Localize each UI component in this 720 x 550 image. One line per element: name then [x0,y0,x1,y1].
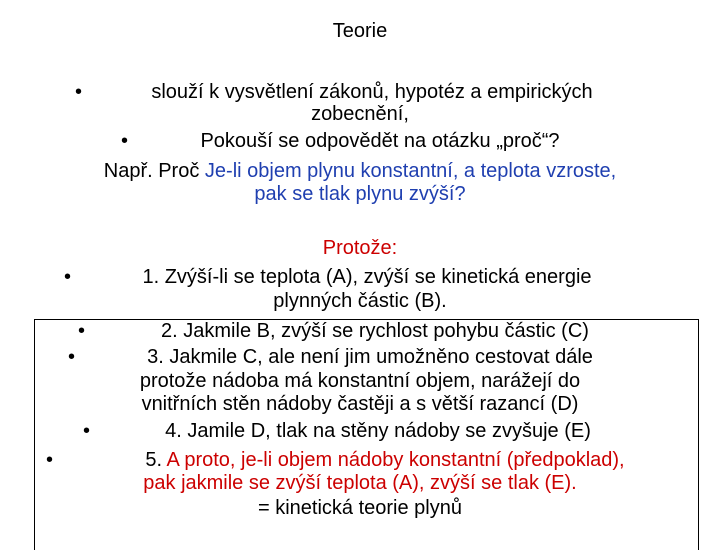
bullet: • [68,346,76,368]
bullet: • [121,130,129,152]
item-3-line-1: 3. Jakmile C, ale není jim umožněno cestovat dále [147,346,593,368]
item-5-red-text: A proto, je-li objem nádoby konstantní (předpoklad), [166,449,625,471]
example-line-2: pak se tlak plynu zvýší? [254,183,466,205]
definition-line-2: zobecnění, [311,103,409,125]
item-1-line-1: 1. Zvýší-li se teplota (A), zvýší se kinetická energie [142,266,592,288]
conclusion: = kinetická teorie plynů [257,497,462,519]
item-2: 2. Jakmile B, zvýší se rychlost pohybu částic (C) [161,320,589,342]
item-5-prefix: 5. [145,449,167,471]
bullet: • [83,420,91,442]
bullet: • [78,320,86,342]
page-title: Teorie [332,20,388,42]
bullet: • [64,266,72,288]
definition-line-1: slouží k vysvětlení zákonů, hypotéz a empirických [151,81,593,103]
example-blue-text: Je-li objem plynu konstantní, a teplota vzroste, [204,160,617,182]
item-5-line-1 [0,449,720,471]
item-4: 4. Jamile D, tlak na stěny nádoby se zvyšuje (E) [165,420,591,442]
example-line-1 [0,160,720,182]
item-1-line-2: plynných částic (B). [273,290,447,312]
item-5-line-2: pak jakmile se zvýší teplota (A), zvýší se tlak (E). [143,472,577,494]
item-3-line-3: vnitřních stěn nádoby častěji a s větší razancí (D) [141,393,579,415]
because-heading: Protože: [322,237,398,259]
example-prefix: Např. Proč [103,160,205,182]
item-3-line-2: protože nádoba má konstantní objem, narážejí do [139,370,581,392]
bullet: • [75,81,83,103]
question-line: Pokouší se odpovědět na otázku „proč“? [200,130,560,152]
bullet: • [46,449,54,471]
